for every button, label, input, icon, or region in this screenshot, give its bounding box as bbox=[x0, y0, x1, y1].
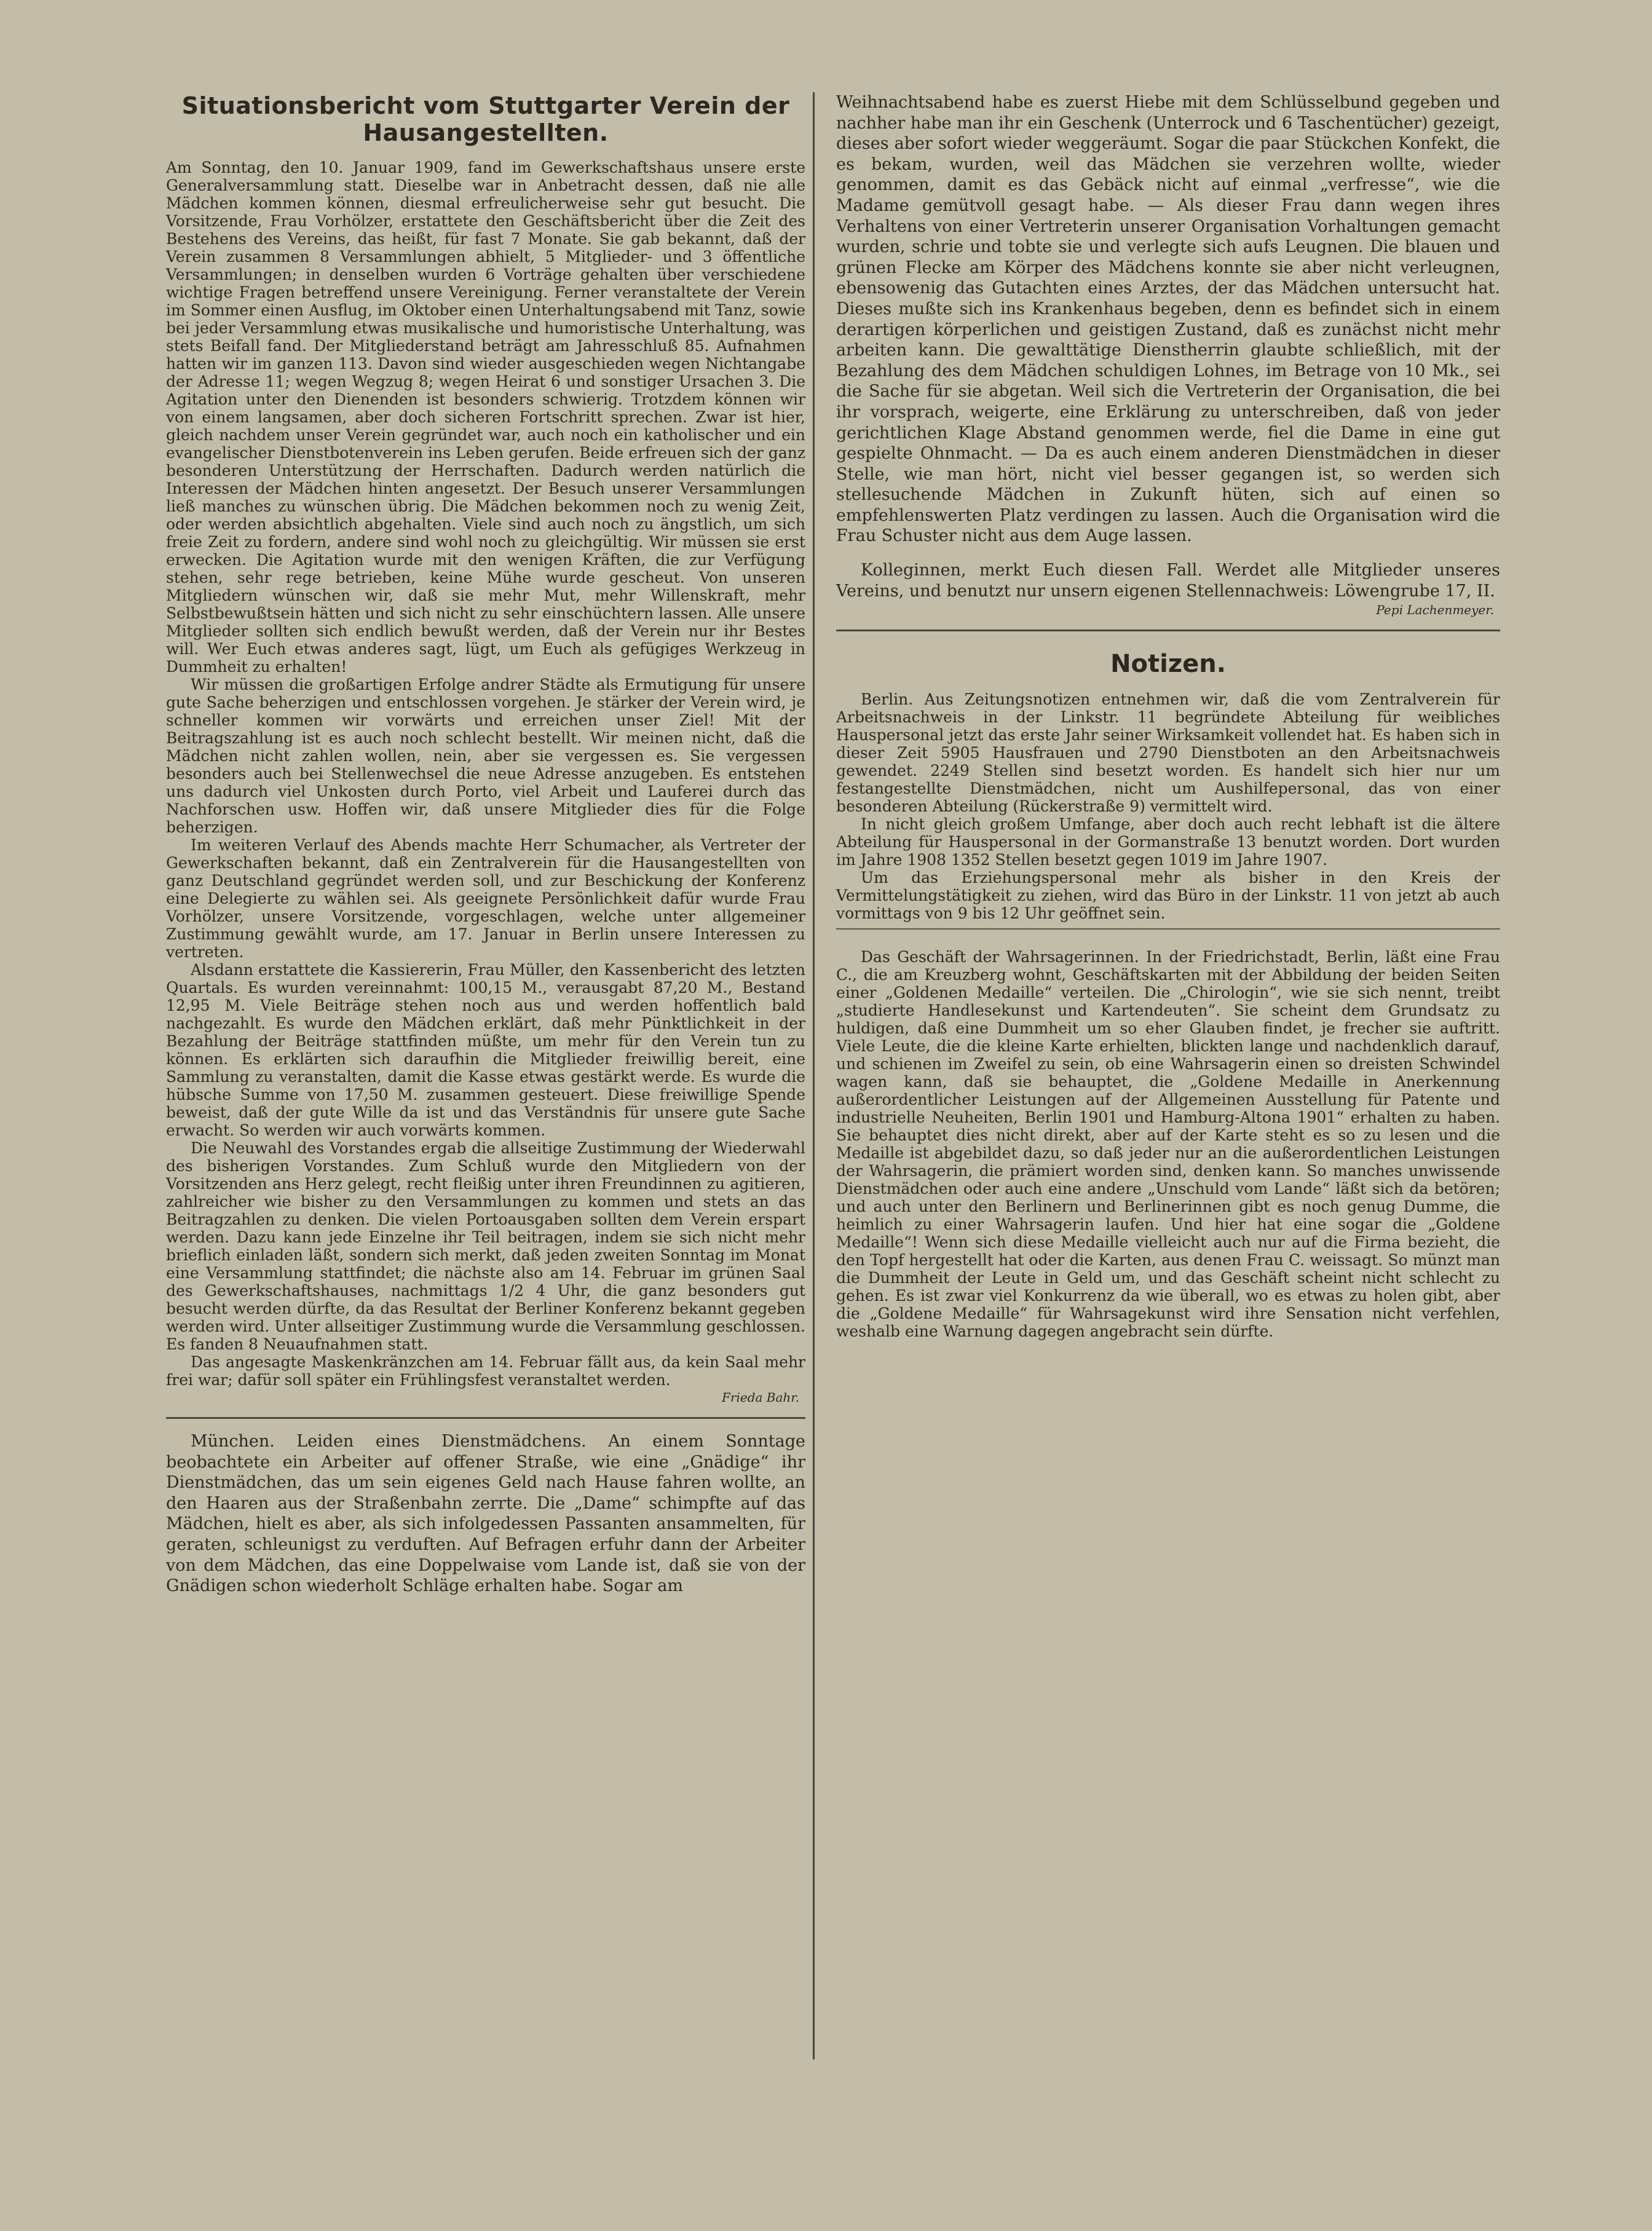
wahrsagerin-paragraph: Das Geschäft der Wahrsagerinnen. In der Friedrichstadt, Berlin, läßt eine Frau C., die am Kreuzberg wohnt, Geschäftskarten mit der Abbildung der beiden Seiten einer „Goldenen Medaille“ verteilen. Die „Chirologin“, wie sie sich nennt, treibt „studierte Handlesekunst und Kartendeuten“. Sie scheint dem Grundsatz zu huldigen, daß eine Dummheit um so eher Glauben findet, je frecher sie auftritt. Viele Leute, die die kleine Karte erhielten, blickten lange und nachdenklich darauf, und schienen im Zweifel zu sein, ob eine Wahrsagerin einen so dreisten Schwindel wagen kann, daß sie behauptet, die „Goldene Medaille in Anerkennung außerordentlicher Leistungen auf der Allgemeinen Ausstellung für Patente und industrielle Neuheiten, Berlin 1901 und Hamburg-Altona 1901“ erhalten zu haben. Sie behauptet dies nicht direkt, aber auf der Karte steht es so zu lesen und die Medaille ist abgebildet dazu, so daß jeder nur an die außerordentlichen Leistungen der Wahrsagerin, die prämiert worden sind, denken kann. So manches unwissende Dienstmädchen oder auch eine andere „Unschuld vom Lande“ läßt sich da betören; und auch unter den Berlinern und Berlinerinnen gibt es noch genug Dumme, die heimlich zu einer Wahrsagerin laufen. Und hier hat eine sogar die „Goldene Medaille“! Wenn sich diese Medaille vielleicht auch nur auf die Firma bezieht, die den Topf hergestellt hat oder die Karten, aus denen Frau C. weissagt. So münzt man die Dummheit der Leute in Geld um, und das Geschäft scheint nicht schlecht zu gehen. Es ist zwar viel Konkurrenz da wie überall, wo es etwas zu holen gibt, aber die „Goldene Medaille“ für Wahrsagekunst wird ihre Sensation nicht verfehlen, weshalb eine Warnung dagegen angebracht sein dürfte. bbox=[836, 948, 1500, 1341]
report-signature: Frieda Bahr. bbox=[722, 1390, 799, 1405]
berlin-paragraph: In nicht gleich großem Umfange, aber doch auch recht lebhaft ist die ältere Abteilung für Hauspersonal in der Gormanstraße 13 benutzt worden. Dort wurden im Jahre 1908 1352 Stellen besetzt gegen 1019 im Jahre 1907. bbox=[836, 815, 1500, 869]
report-paragraph: Im weiteren Verlauf des Abends machte Herr Schumacher, als Vertreter der Gewerkschaften bekannt, daß ein Zentralverein für die Hausangestellten von ganz Deutschland gegründet werden soll, und zur Beschickung der Konferenz eine Delegierte zu wählen sei. Als geeignete Persönlichkeit dafür wurde Frau Vorhölzer, unsere Vorsitzende, vorgeschlagen, welche unter allgemeiner Zustimmung gewählt wurde, am 17. Januar in Berlin unsere Interessen zu vertreten. bbox=[166, 836, 805, 961]
report-title: Situationsbericht vom Stuttgarter Verein der Hausangestellten. bbox=[181, 92, 790, 146]
column-rule bbox=[813, 92, 815, 2059]
notes-divider bbox=[836, 928, 1500, 930]
muenchen-signature: Pepi Lachenmeyer. bbox=[1376, 602, 1494, 618]
report-paragraph: Am Sonntag, den 10. Januar 1909, fand im Gewerkschaftshaus unsere erste Generalversammlung statt. Dieselbe war in Anbetracht dessen, daß nie alle Mädchen kommen können, diesmal erfreulicherweise sehr gut besucht. Die Vorsitzende, Frau Vorhölzer, erstattete den Geschäftsbericht über die Zeit des Bestehens des Vereins, das heißt, für fast 7 Monate. Sie gab bekannt, daß der Verein zusammen 8 Versammlungen abhielt, 5 Mitglieder- und 3 öffentliche Versammlungen; in denselben wurden 6 Vorträge gehalten über verschiedene wichtige Fragen betreffend unsere Vereinigung. Ferner veranstaltete der Verein im Sommer einen Ausflug, im Oktober einen Unterhaltungsabend mit Tanz, sowie bei jeder Versammlung etwas musikalische und humoristische Unterhaltung, was stets Beifall fand. Der Mitgliederstand beträgt am Jahresschluß 85. Aufnahmen hatten wir im ganzen 113. Davon sind wieder ausgeschieden wegen Nichtangabe der Adresse 11; wegen Wegzug 8; wegen Heirat 6 und sonstiger Ursachen 3. Die Agitation unter den Dienenden ist besonders schwierig. Trotzdem können wir von einem langsamen, aber doch sicheren Fortschritt sprechen. Zwar ist hier, gleich nachdem unser Verein gegründet war, auch noch ein katholischer und ein evangelischer Dienstbotenverein ins Leben gerufen. Beide erfreuen sich der ganz besonderen Unterstützung der Herrschaften. Dadurch werden natürlich die Interessen der Mädchen hinten angesetzt. Der Besuch unserer Versammlungen ließ manches zu wünschen übrig. Die Mädchen bekommen noch zu wenig Zeit, oder werden absichtlich abgehalten. Viele sind auch noch zu ängstlich, um sich freie Zeit zu fordern, andere sind wohl noch zu gleichgültig. Wir müssen sie erst erwecken. Die Agitation wurde mit den wenigen Kräften, die zur Verfügung stehen, sehr rege betrieben, keine Mühe wurde gescheut. Von unseren Mitgliedern wünschen wir, daß sie mehr Mut, mehr Willenskraft, mehr Selbstbewußtsein hätten und sich nicht zu sehr einschüchtern lassen. Alle unsere Mitglieder sollten sich endlich bewußt werden, daß der Verein nur ihr Bestes will. Wer Euch etwas anderes sagt, lügt, um Euch als gefügiges Werkzeug in Dummheit zu erhalten! bbox=[166, 159, 805, 676]
right-column bbox=[836, 92, 1500, 1340]
wahrsagerin-article bbox=[836, 948, 1500, 1340]
muenchen-continuation: Weihnachtsabend habe es zuerst Hiebe mit dem Schlüsselbund gegeben und nachher habe man ihr ein Geschenk (Unterrock und 6 Taschentücher) gezeigt, dieses aber sofort wieder weggeräumt. Sogar die paar Stückchen Konfekt, die es bekam, wurden, weil das Mädchen sie verzehren wollte, wieder genommen, damit es das Gebäck nicht auf einmal „verfresse“, wie die Madame gemütvoll gesagt habe. — Als dieser Frau dann wegen ihres Verhaltens von einer Vertreterin unserer Organisation Vorhaltungen gemacht wurden, schrie und tobte sie und verlegte sich aufs Leugnen. Die blauen und grünen Flecke am Körper des Mädchens konnte sie aber nicht verleugnen, ebensowenig das Gutachten eines Arztes, der das Mädchen untersucht hat. Dieses mußte sich ins Krankenhaus begeben, denn es befindet sich in einem derartigen körperlichen und geistigen Zustand, daß es zunächst nicht mehr arbeiten kann. Die gewalttätige Dienstherrin glaubte schließlich, mit der Bezahlung des dem Mädchen schuldigen Lohnes, im Betrage von 10 Mk., sei die Sache für sie abgetan. Weil sich die Vertreterin der Organisation, die bei ihr vorsprach, weigerte, eine Erklärung zu unterschreiben, daß von jeder gerichtlichen Klage Abstand genommen werde, fiel die Dame in eine gut gespielte Ohnmacht. — Da es auch einem anderen Dienstmädchen in dieser Stelle, wie man hört, nicht viel besser gegangen ist, so werden sich stellesuchende Mädchen in Zukunft hüten, sich auf einen so empfehlenswerten Platz verdingen zu lassen. Auch die Organisation wird die Frau Schuster nicht aus dem Auge lassen. bbox=[836, 93, 1500, 546]
report-paragraph: Alsdann erstattete die Kassiererin, Frau Müller, den Kassenbericht des letzten Quartals. Es wurden vereinnahmt: 100,15 M., verausgabt 87,20 M., Bestand 12,95 M. Viele Beiträge stehen noch aus und werden hoffentlich bald nachgezahlt. Es wurde den Mädchen erklärt, daß mehr Pünktlichkeit in der Bezahlung der Beiträge stattfinden müßte, um mehr für den Verein tun zu können. Es erklärten sich daraufhin die Mitglieder freiwillig bereit, eine Sammlung zu veranstalten, damit die Kasse etwas gestärkt werde. Es wurde die hübsche Summe von 17,50 M. zusammen gesteuert. Diese freiwillige Spende beweist, daß der gute Wille da ist und das Verständnis für unsere gute Sache erwacht. So werden wir auch vorwärts kommen. bbox=[166, 961, 805, 1139]
report-paragraph: Wir müssen die großartigen Erfolge andrer Städte als Ermutigung für unsere gute Sache beherzigen und entschlossen vorgehen. Je stärker der Verein wird, je schneller kommen wir vorwärts und erreichen unser Ziel! Mit der Beitragszahlung ist es auch noch schlecht bestellt. Wir meinen nicht, daß die Mädchen nicht zahlen wollen, nein, aber sie vergessen es. Sie vergessen besonders auch bei Stellenwechsel die neue Adresse anzugeben. Es entstehen uns dadurch viel Unkosten durch Porto, viel Arbeit und Lauferei durch das Nachforschen usw. Hoffen wir, daß unsere Mitglieder dies für die Folge beherzigen. bbox=[166, 676, 805, 836]
berlin-paragraph: Berlin. Aus Zeitungsnotizen entnehmen wir, daß die vom Zentralverein für Arbeitsnachweis in der Linkstr. 11 begründete Abteilung für weibliches Hauspersonal jetzt das erste Jahr seiner Wirksamkeit vollendet hat. Es haben sich in dieser Zeit 5905 Hausfrauen und 2790 Dienstboten an den Arbeitsnachweis gewendet. 2249 Stellen sind besetzt worden. Es handelt sich hier nur um festangestellte Dienstmädchen, nicht um Aushilfepersonal, das von einer besonderen Abteilung (Rückerstraße 9) vermittelt wird. bbox=[836, 690, 1500, 816]
report-body bbox=[166, 159, 805, 1389]
section-divider bbox=[166, 1417, 805, 1419]
spacer bbox=[836, 547, 1500, 560]
left-column bbox=[166, 92, 805, 1597]
muenchen-appeal: Kolleginnen, merkt Euch diesen Fall. Werdet alle Mitglieder unseres Vereins, und benutzt nur unsern eigenen Stellennachweis: Löwengrube 17, II. bbox=[836, 561, 1500, 601]
section-divider bbox=[836, 630, 1500, 631]
berlin-notes bbox=[836, 690, 1500, 922]
berlin-paragraph: Um das Erziehungspersonal mehr als bisher in den Kreis der Vermittelungstätigkeit zu ziehen, wird das Büro in der Linkstr. 11 von jetzt ab auch vormittags von 9 bis 12 Uhr geöffnet sein. bbox=[836, 869, 1500, 923]
report-paragraph: Die Neuwahl des Vorstandes ergab die allseitige Zustimmung der Wiederwahl des bisherigen Vorstandes. Zum Schluß wurde den Mitgliedern von der Vorsitzenden ans Herz gelegt, recht fleißig unter ihren Freundinnen zu agitieren, zahlreicher wie bisher zu den Versammlungen zu kommen und stets an das Beitragzahlen zu denken. Die vielen Portoausgaben sollten dem Verein erspart werden. Dazu kann jede Einzelne ihr Teil beitragen, indem sie sich nicht mehr brieflich einladen läßt, sondern sich merkt, daß jeden zweiten Sonntag im Monat eine Versammlung stattfindet; die nächste also am 14. Februar im grünen Saal des Gewerkschaftshauses, nachmittags 1/2 4 Uhr, die ganz besonders gut besucht werden dürfte, da das Resultat der Berliner Konferenz bekannt gegeben werden wird. Unter allseitiger Zustimmung wurde die Versammlung geschlossen. Es fanden 8 Neuaufnahmen statt. bbox=[166, 1139, 805, 1353]
muenchen-article: München. Leiden eines Dienstmädchens. An einem Sonntage beobachtete ein Arbeiter auf offener Straße, wie eine „Gnädige“ ihr Dienstmädchen, das um sein eigenes Geld nach Hause fahren wollte, an den Haaren aus der Straßenbahn zerrte. Die „Dame“ schimpfte auf das Mädchen, hielt es aber, als sich infolgedessen Passanten ansammelten, für geraten, schleunigst zu verduften. Auf Befragen erfuhr dann der Arbeiter von dem Mädchen, das eine Doppelwaise vom Lande ist, daß sie von der Gnädigen schon wiederholt Schläge erhalten habe. Sogar am bbox=[166, 1432, 805, 1596]
notizen-heading: Notizen. bbox=[1110, 650, 1226, 679]
report-paragraph: Das angesagte Maskenkränzchen am 14. Februar fällt aus, da kein Saal mehr frei war; dafür soll später ein Frühlingsfest veranstaltet werden. bbox=[166, 1353, 805, 1389]
